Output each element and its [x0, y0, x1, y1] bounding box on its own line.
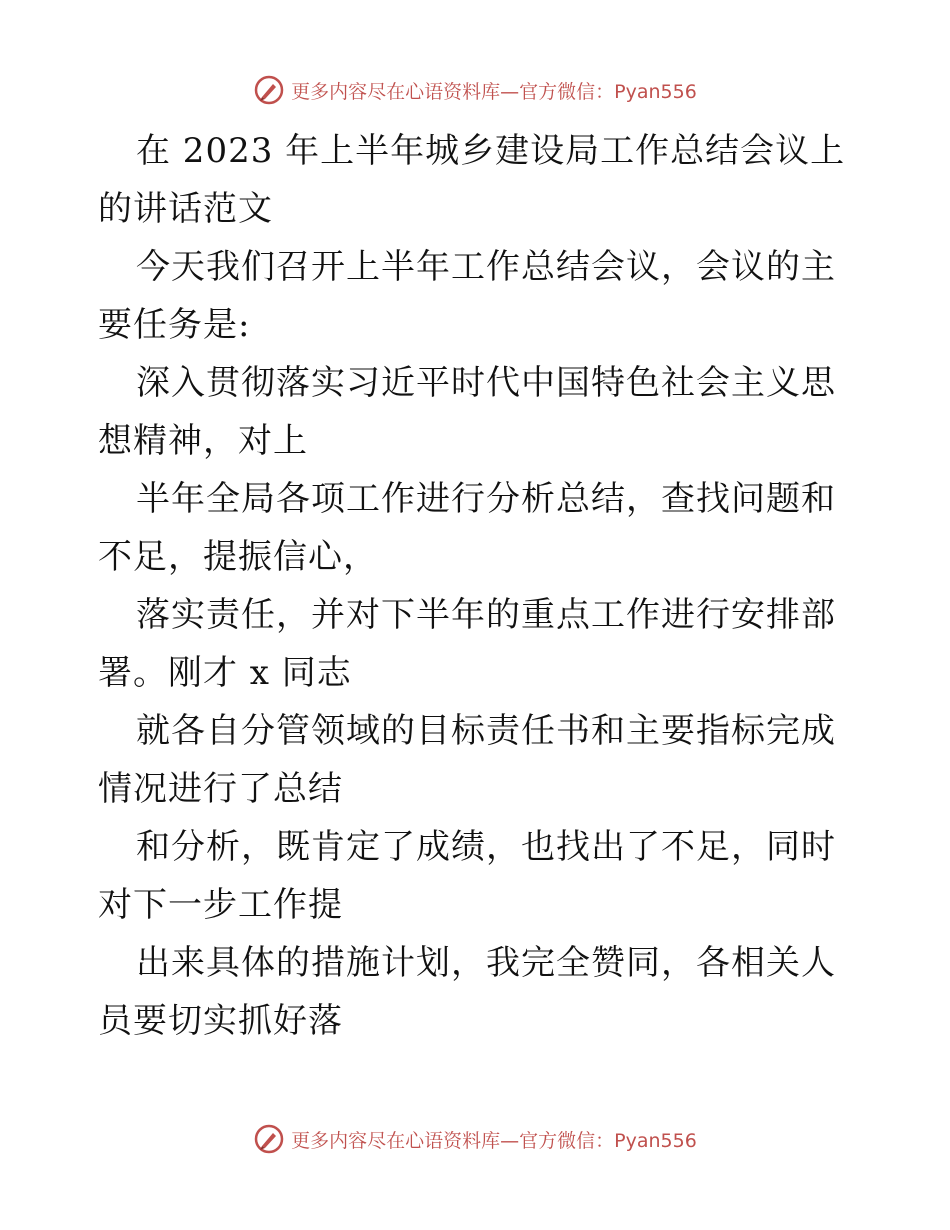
footer-watermark: [0, 1119, 950, 1159]
paragraph: 出来具体的措施计划，我完全赞同，各相关人员要切实抓好落: [98, 943, 836, 1041]
document-title: 在 2023 年上半年城乡建设局工作总结会议上的讲话范文: [98, 131, 846, 229]
paragraph: 和分析，既肯定了成绩，也找出了不足，同时对下一步工作提: [98, 827, 836, 925]
watermark-contact-text: 官方微信：Pyan556: [519, 1129, 697, 1152]
watermark-contact-text: 官方微信：Pyan556: [519, 80, 697, 103]
watermark-dash: —: [500, 1129, 520, 1152]
watermark-main-text: 更多内容尽在心语资料库: [291, 1129, 501, 1152]
pen-logo-icon: [253, 1123, 285, 1155]
paragraph: 就各自分管领域的目标责任书和主要指标完成情况进行了总结: [98, 711, 836, 809]
pen-logo-icon: [253, 74, 285, 106]
watermark-main-text: 更多内容尽在心语资料库: [291, 80, 501, 103]
watermark-dash: —: [500, 80, 520, 103]
header-watermark: [0, 70, 950, 110]
paragraph: 深入贯彻落实习近平时代中国特色社会主义思想精神，对上: [98, 363, 836, 461]
paragraph: 落实责任，并对下半年的重点工作进行安排部署。刚才 x 同志: [98, 595, 836, 693]
paragraph: 今天我们召开上半年工作总结会议，会议的主要任务是:: [98, 247, 836, 345]
document-body: [98, 122, 858, 1050]
paragraph: 半年全局各项工作进行分析总结，查找问题和不足，提振信心，: [98, 479, 836, 577]
